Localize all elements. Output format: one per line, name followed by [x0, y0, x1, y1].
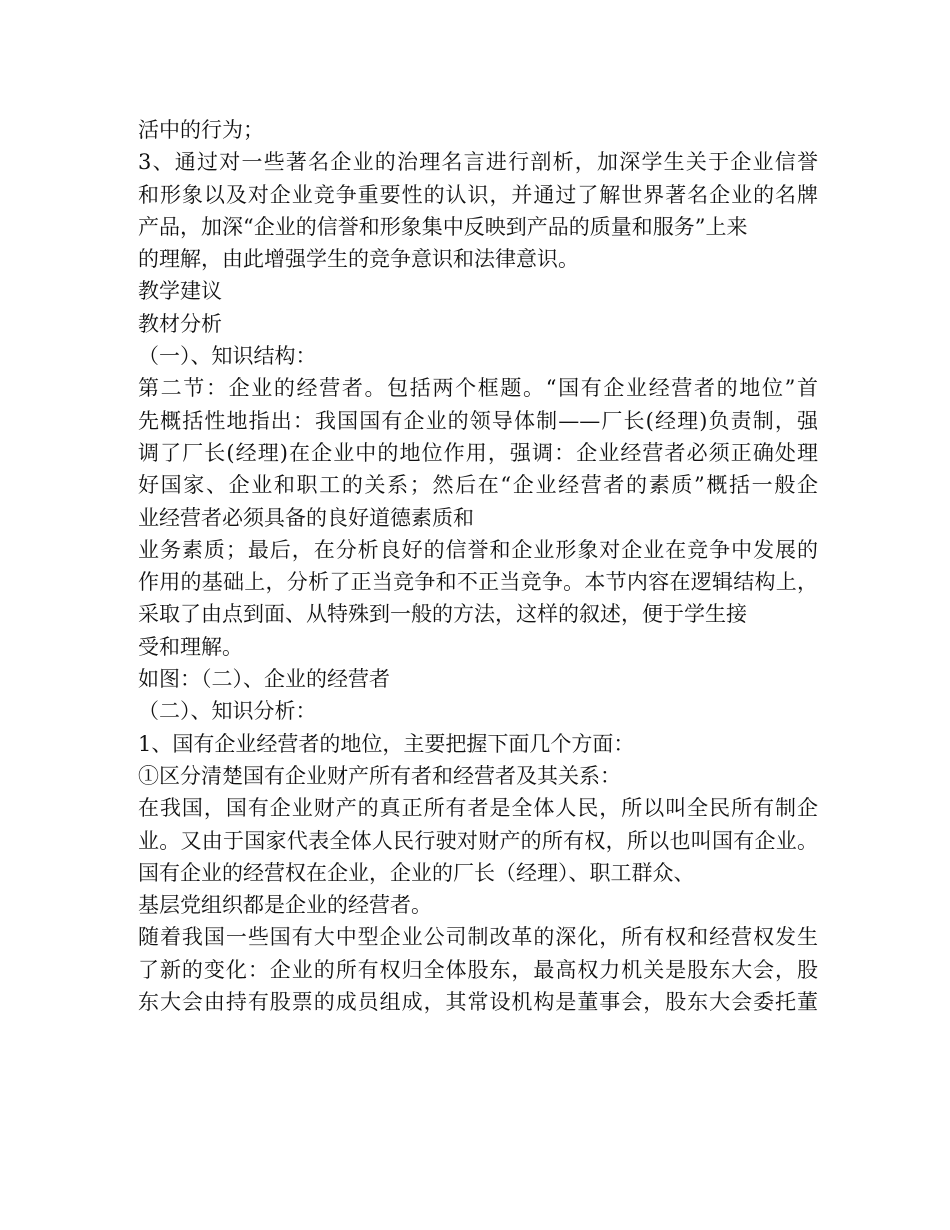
text-line: 教学建议 [138, 279, 222, 304]
text-line: 了新的变化：企业的所有权归全体股东，最高权力机关是股东大会，股 [138, 957, 818, 982]
text-line: 3、通过对一些著名企业的治理名言进行剖析，加深学生关于企业信誉 [138, 150, 818, 175]
text-line: 教材分析 [138, 311, 222, 336]
text-line: 业经营者必须具备的良好道德素质和 [138, 505, 474, 530]
text-line: 受和理解。 [138, 634, 243, 659]
text-line: 调了厂长(经理)在企业中的地位作用，强调：企业经营者必须正确处理 [138, 440, 818, 465]
text-line: 采取了由点到面、从特殊到一般的方法，这样的叙述，便于学生接 [138, 602, 747, 627]
text-line: 随着我国一些国有大中型企业公司制改革的深化，所有权和经营权发生 [138, 925, 818, 950]
text-line: 业。又由于国家代表全体人民行驶对财产的所有权，所以也叫国有企业。 [138, 828, 818, 853]
document-body [138, 114, 818, 1018]
text-line: （二）、知识分析： [138, 699, 317, 724]
text-line: 和形象以及对企业竞争重要性的认识，并通过了解世界著名企业的名牌 [138, 182, 818, 207]
text-line: 国有企业的经营权在企业，企业的厂长（经理）、职工群众、 [138, 860, 695, 885]
text-line: 基层党组织都是企业的经营者。 [138, 893, 432, 918]
text-line: 活中的行为； [138, 118, 264, 142]
text-line: 如图：（二）、企业的经营者 [138, 667, 390, 692]
text-line: 作用的基础上，分析了正当竞争和不正当竞争。本节内容在逻辑结构上， [138, 570, 818, 595]
text-line: 1、国有企业经营者的地位，主要把握下面几个方面： [138, 731, 635, 756]
text-line: 的理解，由此增强学生的竞争意识和法律意识。 [138, 247, 579, 272]
text-line: 东大会由持有股票的成员组成，其常设机构是董事会，股东大会委托董 [138, 990, 818, 1015]
text-line: ①区分清楚国有企业财产所有者和经营者及其关系： [138, 763, 621, 788]
text-line: 第二节：企业的经营者。包括两个框题。“国有企业经营者的地位”首 [138, 376, 818, 401]
text-line: 先概括性地指出：我国国有企业的领导体制——厂长(经理)负责制，强 [138, 408, 818, 433]
text-line: 业务素质；最后，在分析良好的信誉和企业形象对企业在竞争中发展的 [138, 537, 818, 562]
text-line: 产品，加深“企业的信誉和形象集中反映到产品的质量和服务”上来 [138, 214, 748, 239]
text-line: 在我国，国有企业财产的真正所有者是全体人民，所以叫全民所有制企 [138, 796, 818, 821]
text-line: （一）、知识结构： [138, 344, 317, 369]
text-line: 好国家、企业和职工的关系；然后在“企业经营者的素质”概括一般企 [138, 473, 818, 498]
